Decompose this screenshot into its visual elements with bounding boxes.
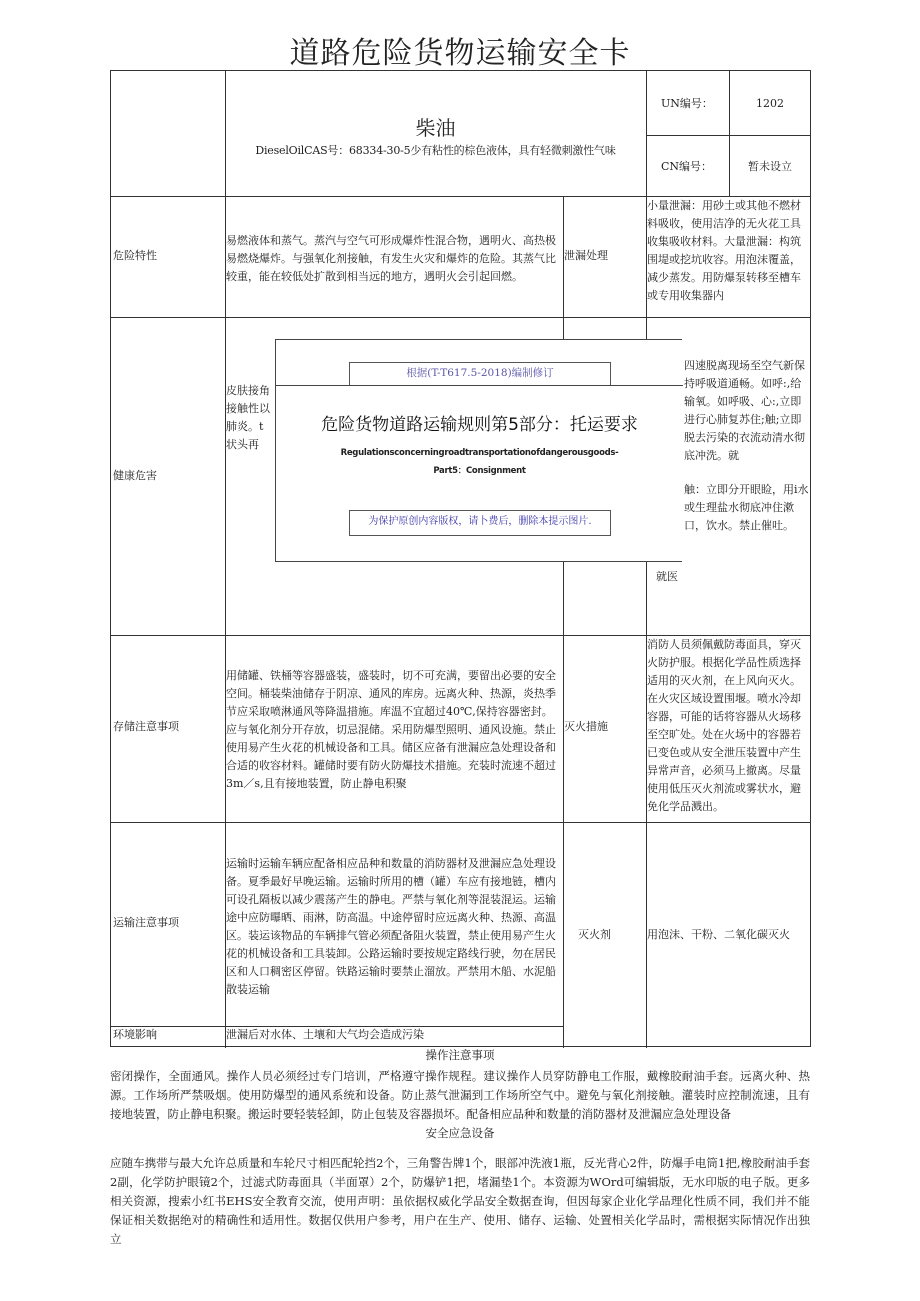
- storage-text: 用储罐、铁桶等容器盛装，盛装时，切不可充满，要留出必要的安全空间。桶装柴油储存于阴凉、通风的库房。远离火种、热源，炎热季节应采取喷淋通风等降温措施。库温不宜超过40℃,保持容器密封。应与氧化剂分开存放，切忌混储。采用防爆型照明、通风设施。禁止使用易产生火花的机械设备和工具。储区应备有泄漏应急处理设备和合适的收容材料。罐储时要有防火防爆技术措施。充装时流速不超过3m／s,且有接地装置，防止静电积聚: [226, 669, 556, 790]
- overlay-standard-ref: 根据(T-T617.5-2018)编制修订: [349, 362, 611, 386]
- environment-text: 泄漏后对水体、土壤和大气均会造成污染: [226, 1028, 424, 1041]
- transport-label: 运输注意事项: [113, 916, 179, 929]
- first-aid-text-2: 触：立即分开眼睑，用i水或生理盐水彻底冲住漱口，饮水。禁止催吐。: [684, 483, 809, 532]
- health-label: 健康危害: [113, 469, 157, 482]
- overlay-divider: [276, 385, 683, 387]
- leak-handling-label: 泄漏处理: [564, 249, 608, 262]
- overlay-english-title: Regulationsconcerningroadtransportationofdangerousgoods-: [340, 448, 619, 458]
- first-aid-text-1: 四速脱离现场至空气新保持呼吸道通畅。如呼:,给输氧。如呼吸、心:,立即进行心肺复苏住;触;立即脱去污染的衣流动清水彻底冲洗。就: [684, 359, 805, 462]
- hazard-text: 易燃液体和蒸气。蒸汽与空气可形成爆炸性混合物，遇明火、高热极易燃烧爆炸。与强氧化剂接触，有发生火灾和爆炸的危险。其蒸气比较重，能在较低处扩散到相当远的地方，遇明火会引起回燃。: [226, 234, 556, 283]
- operation-heading: 操作注意事项: [425, 1048, 495, 1062]
- hazard-label: 危险特性: [113, 249, 157, 262]
- product-description: DieselOilCAS号：68334-30-5少有粘性的棕色液体，具有轻微刺激性气味: [255, 144, 616, 157]
- first-aid-text-3: 就医: [656, 570, 678, 583]
- emergency-text: 应随车携带与最大允许总质量和车轮尺寸相匹配轮挡2个，三角警告牌1个，眼部冲洗液1瓶，反光背心2件，防爆手电筒1把,橡胶耐油手套2副，化学防护眼镜2个，过滤式防毒面具（半面罩）2个，防爆铲1把，堵漏垫1个。本资源为WOrd可编辑版，无水印版的电子版。更多相关资源，搜索小红书EHS安全教育交流，使用声明：虽依据权威化学品安全数据查询，但因每家企业化学品理化性质不同，我们并不能保证相关数据绝对的精确性和适用性。数据仅供用户参考，用户在生产、使用、储存、运输、处置相关化学品时，需根据实际情况作出独立: [110, 1156, 810, 1246]
- un-value: 1202: [756, 97, 784, 110]
- fire-measures-text: 消防人员须佩戴防毒面具，穿灭火防护服。根据化学品性质选择适用的灭火剂，在上风向灭火。在火灾区域设置围堰。喷水冷却容器，可能的话将容器从火场移至空旷处。处在火场中的容器若已变色或从安全泄压装置中产生异常声音，必须马上撤离。尽量使用低压灭火剂流或雾状水，避免化学品溅出。: [647, 638, 801, 813]
- overlay-english-subtitle: Part5：Consignment: [433, 466, 526, 476]
- emergency-heading: 安全应急设备: [425, 1126, 495, 1140]
- page-title: 道路危险货物运输安全卡: [289, 36, 631, 71]
- cn-value: 暂未设立: [748, 160, 792, 173]
- transport-text: 运输时运输车辆应配备相应品种和数量的消防器材及泄漏应急处理设备。夏季最好早晚运输。运输时所用的槽（罐）车应有接地链，槽内可设孔隔板以减少震荡产生的静电。严禁与氧化剂等混装混运。运输途中应防曝晒、雨淋，防高温。中途停留时应远离火种、热源、高温区。装运该物品的车辆排气管必须配备阻火装置，禁止使用易产生火花的机械设备和工具装卸。公路运输时要按规定路线行驶，勿在居民区和人口稠密区停留。铁路运输时要禁止溜放。严禁用木船、水泥船散装运输: [226, 857, 556, 996]
- product-name: 柴油: [415, 116, 456, 140]
- copyright-overlay: [275, 339, 682, 562]
- leak-handling-text: 小量泄漏：用砂土或其他不燃材料吸收，使用洁净的无火花工具收集吸收材料。大量泄漏：构筑围堤或挖坑收容。用泡沫覆盖，减少蒸发。用防爆泵转移至槽车或专用收集器内: [647, 199, 801, 302]
- fire-measures-label: 灭火措施: [564, 720, 608, 733]
- extinguishing-agent-label: 灭火剂: [578, 928, 611, 941]
- cn-label: CN编号：: [661, 160, 713, 173]
- storage-label: 存储注意事项: [113, 720, 179, 733]
- un-label: UN编号：: [661, 97, 713, 110]
- operation-text: 密闭操作，全面通风。操作人员必须经过专门培训，严格遵守操作规程。建议操作人员穿防静电工作服，戴橡胶耐油手套。远离火种、热源。工作场所严禁吸烟。使用防爆型的通风系统和设备。防止蒸气泄漏到工作场所空气中。避免与氧化剂接触。灌装时应控制流速，且有接地装置，防止静电积聚。搬运时要轻装轻卸，防止包装及容器损坏。配备相应品种和数量的消防器材及泄漏应急处理设备: [110, 1069, 810, 1121]
- overlay-title: 危险货物道路运输规则第5部分：托运要求: [321, 415, 638, 435]
- extinguishing-agent-text: 用泡沫、干粉、二氧化碳灭火: [647, 928, 790, 941]
- health-text-fragment: 皮肤接角接触性以肺炎。t状头再: [226, 384, 270, 451]
- overlay-note: 为保护原创内容版权，请卜费后，删除本提示图片.: [349, 510, 611, 536]
- environment-label: 环境影响: [113, 1028, 157, 1041]
